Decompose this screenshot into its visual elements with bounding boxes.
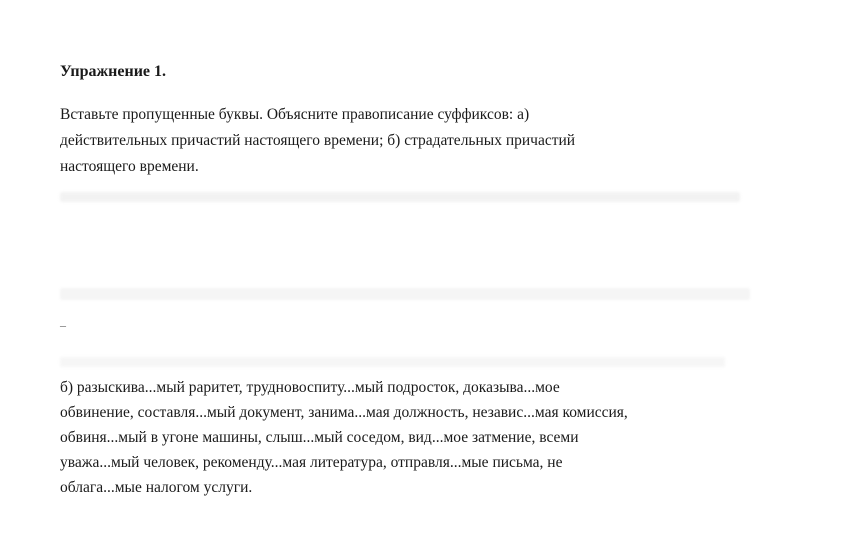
part-b-line: обвиня...мый в угоне машины, слыш...мый соседом, вид...мое затмение, всеми: [60, 429, 579, 446]
bleed-through-artifact: [60, 192, 740, 202]
part-b-line: уважа...мый человек, рекоменду...мая литература, отправля...мые письма, не: [60, 454, 563, 471]
bleed-through-artifact: [60, 288, 750, 300]
part-b-line: облага...мые налогом услуги.: [60, 479, 253, 496]
part-b-line: б) разыскива...мый раритет, трудновоспиту...мый подросток, доказыва...мое: [60, 379, 560, 396]
exercise-heading: Упражнение 1.: [60, 63, 167, 80]
instruction-line: действительных причастий настоящего времени; б) страдательных причастий: [60, 132, 576, 149]
exercise-part-b: [60, 375, 800, 500]
bleed-through-artifact: [60, 357, 725, 367]
stray-mark: –: [60, 318, 66, 332]
part-b-line: обвинение, составля...мый документ, занима...мая должность, независ...мая комиссия,: [60, 404, 628, 421]
instruction-line: настоящего времени.: [60, 158, 199, 175]
instruction-line: Вставьте пропущенные буквы. Объясните правописание суффиксов: а): [60, 106, 530, 123]
exercise-instruction: [60, 102, 760, 180]
